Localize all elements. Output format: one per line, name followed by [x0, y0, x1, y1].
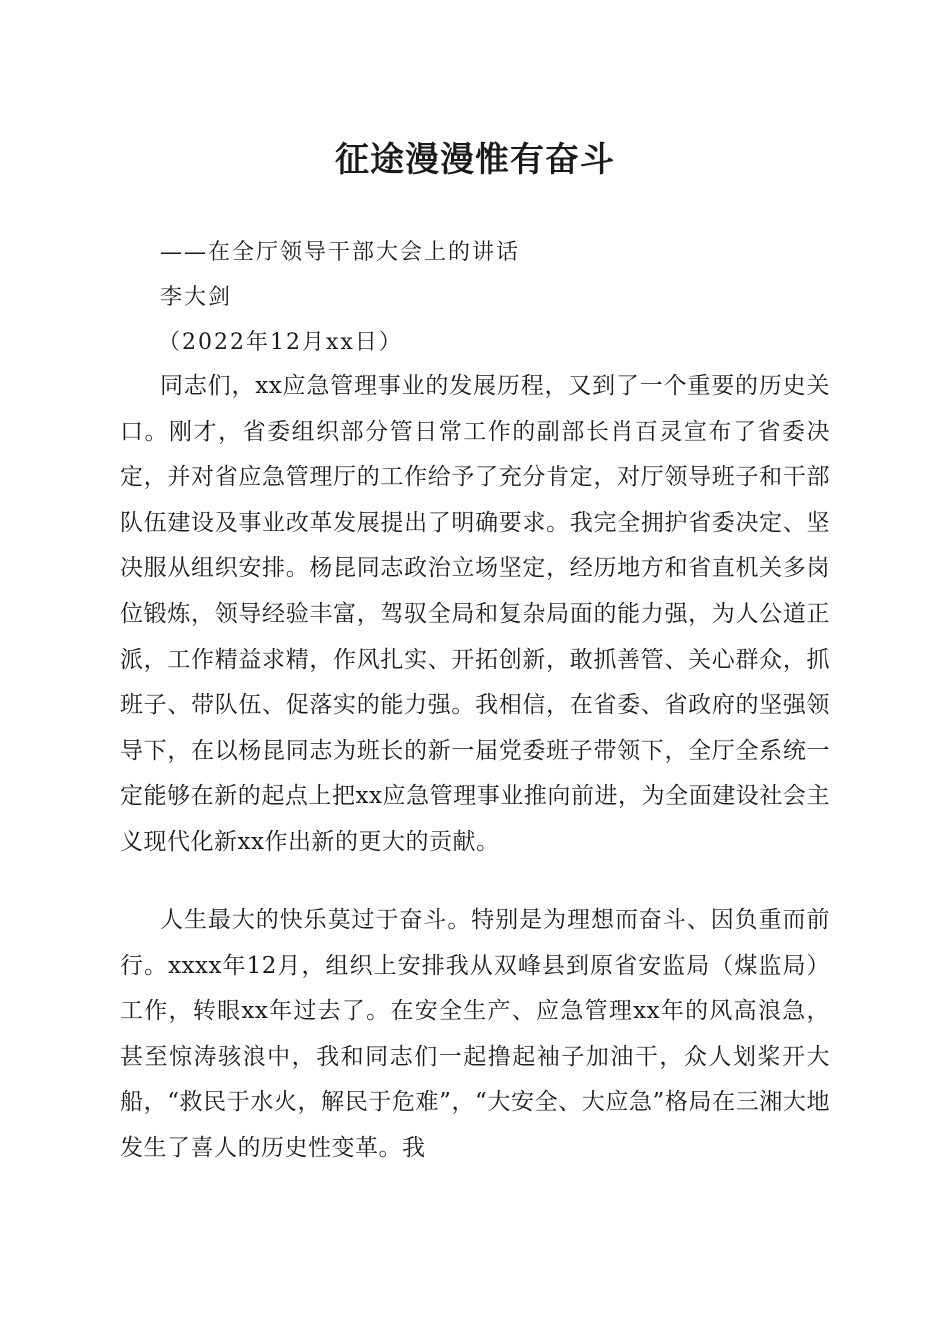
document-title: 征途漫漫惟有奋斗: [335, 140, 615, 180]
document-author: 李大剑: [160, 285, 233, 310]
body-paragraph: 人生最大的快乐莫过于奋斗。特别是为理想而奋斗、因负重而前行。xxxx年12月，组织上安排我从双峰县到原省安监局（煤监局）工作，转眼xx年过去了。在安全生产、应急管理xx年的风高浪急，甚至惊涛骇浪中，我和同志们一起撸起袖子加油干，众人划桨开大船，“救民于水火，解民于危难”，“大安全、大应急”格局在三湘大地发生了喜人的历史性变革。我: [120, 907, 830, 1161]
document-subtitle: ——在全厅领导干部大会上的讲话: [160, 240, 521, 265]
body-paragraph-2-block: [120, 898, 830, 1172]
document-date: （2022年12月xx日）: [158, 330, 403, 355]
body-paragraph-1-block: [120, 364, 830, 866]
body-paragraph: 同志们，xx应急管理事业的发展历程，又到了一个重要的历史关口。刚才，省委组织部分管日常工作的副部长肖百灵宣布了省委决定，并对省应急管理厅的工作给予了充分肯定，对厅领导班子和干部队伍建设及事业改革发展提出了明确要求。我完全拥护省委决定、坚决服从组织安排。杨昆同志政治立场坚定，经历地方和省直机关多岗位锻炼，领导经验丰富，驾驭全局和复杂局面的能力强，为人公道正派，工作精益求精，作风扎实、开拓创新，敢抓善管、关心群众，抓班子、带队伍、促落实的能力强。我相信，在省委、省政府的坚强领导下，在以杨昆同志为班长的新一届党委班子带领下，全厅全系统一定能够在新的起点上把xx应急管理事业推向前进，为全面建设社会主义现代化新xx作出新的更大的贡献。: [120, 373, 830, 855]
